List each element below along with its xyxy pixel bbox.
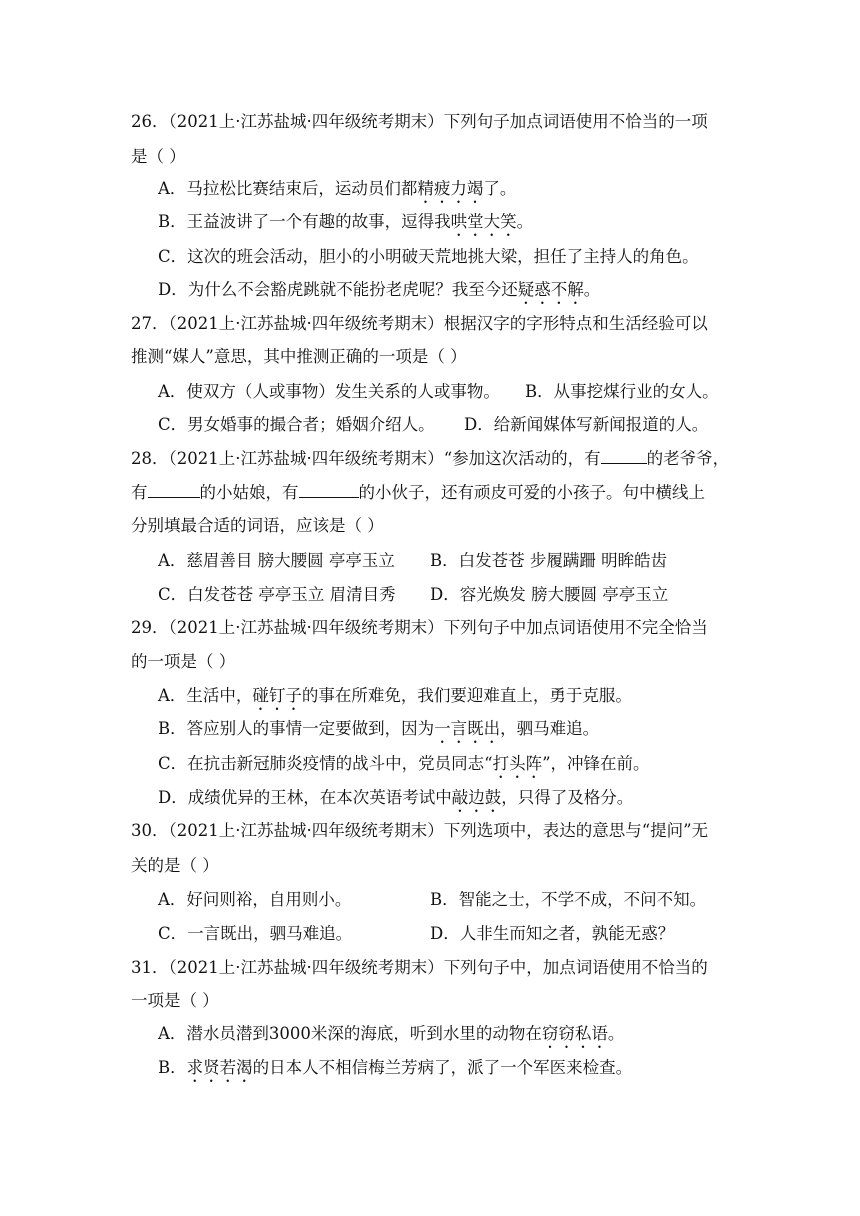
q29-option-d: D．成绩优异的王林，在本次英语考试中敲边鼓，只得了及格分。 — [158, 788, 634, 807]
q28-stem-line1: 28．（2021上·江苏盐城·四年级统考期末）“参加这次活动的，有 的老爷爷， — [131, 449, 730, 468]
q26-option-b: B．王益波讲了一个有趣的故事，逗得我哄堂大笑。 — [158, 212, 534, 231]
q27-stem-line1: 27．（2021上·江苏盐城·四年级统考期末）根据汉字的字形特点和生活经验可以 — [131, 314, 708, 333]
q26-option-c: C．这次的班会活动，胆小的小明破天荒地挑大梁，担任了主持人的角色。 — [158, 247, 699, 266]
q26-stem-line2: 是（ ） — [131, 147, 186, 166]
q27-option-d: D．给新闻媒体写新闻报道的人。 — [464, 415, 709, 434]
emphasized-word: 打头阵 — [492, 754, 543, 773]
emphasized-word: 窃窃私语 — [541, 1024, 608, 1043]
q29-option-c: C．在抗击新冠肺炎疫情的战斗中，党员同志“打头阵”，冲锋在前。 — [158, 754, 650, 773]
q31-stem-line1: 31．（2021上·江苏盐城·四年级统考期末）下列句子中，加点词语使用不恰当的 — [131, 958, 708, 977]
q29-option-a: A．生活中，碰钉子的事在所难免，我们要迎难直上，勇于克服。 — [158, 686, 632, 705]
q30-option-d: D．人非生而知之者，孰能无惑？ — [430, 924, 675, 943]
q28-stem-line2: 有 的小姑娘，有 的小伙子，还有顽皮可爱的小孩子。句中横线上 — [131, 483, 705, 502]
emphasized-word: 哄堂大笑 — [450, 212, 517, 231]
q29-stem-line1: 29．（2021上·江苏盐城·四年级统考期末）下列句子中加点词语使用不完全恰当 — [131, 618, 708, 637]
emphasized-word: 疑惑不解 — [517, 280, 584, 299]
emphasized-word: 一言既出 — [434, 719, 501, 738]
q31-option-b: B．求贤若渴的日本人不相信梅兰芳病了，派了一个军医来检查。 — [158, 1058, 633, 1077]
q26-stem-line1: 26．（2021上·江苏盐城·四年级统考期末）下列句子加点词语使用不恰当的一项 — [131, 112, 708, 131]
emphasized-word: 精疲力竭 — [417, 179, 484, 198]
q27-option-a: A．使双方（人或事物）发生关系的人或事物。 — [158, 382, 500, 401]
emphasized-word: 敲边鼓 — [451, 788, 502, 807]
q30-option-b: B．智能之士，不学不成，不问不知。 — [430, 890, 707, 909]
q28-option-d: D．容光焕发 膀大腰圆 亭亭玉立 — [430, 585, 669, 604]
q30-stem-line2: 关的是（ ） — [131, 856, 219, 875]
answer-blank — [601, 448, 647, 464]
q27-stem-line2: 推测“媒人”意思，其中推测正确的一项是（ ） — [131, 347, 467, 366]
q28-option-b: B．白发苍苍 步履蹒跚 明眸皓齿 — [430, 551, 668, 570]
q31-stem-line2: 一项是（ ） — [131, 991, 219, 1010]
q28-option-a: A．慈眉善目 膀大腰圆 亭亭玉立 — [158, 551, 395, 570]
q28-option-c: C．白发苍苍 亭亭玉立 眉清目秀 — [158, 585, 396, 604]
answer-blank — [299, 482, 359, 498]
q26-option-a: A．马拉松比赛结束后，运动员们都精疲力竭了。 — [158, 179, 517, 198]
q31-option-a: A．潜水员潜到3000米深的海底，听到水里的动物在窃窃私语。 — [158, 1024, 625, 1043]
q29-stem-line2: 的一项是（ ） — [131, 652, 236, 671]
q30-stem-line1: 30．（2021上·江苏盐城·四年级统考期末）下列选项中，表达的意思与“提问”无 — [131, 821, 709, 840]
q27-option-b: B．从事挖煤行业的女人。 — [525, 382, 719, 401]
q30-option-c: C．一言既出，驷马难追。 — [158, 924, 353, 943]
emphasized-word: 碰钉子 — [252, 686, 302, 705]
q29-option-b: B．答应别人的事情一定要做到，因为一言既出，驷马难追。 — [158, 719, 600, 738]
q28-stem-line3: 分别填最合适的词语，应该是（ ） — [131, 516, 384, 535]
q26-option-d: D．为什么不会豁虎跳就不能扮老虎呢？我至今还疑惑不解。 — [158, 280, 601, 299]
emphasized-word: 求贤若渴 — [186, 1058, 253, 1077]
q30-option-a: A．好问则裕，自用则小。 — [158, 890, 352, 909]
q27-option-c: C．男女婚事的撮合者；婚姻介绍人。 — [158, 415, 435, 434]
answer-blank — [148, 482, 200, 498]
